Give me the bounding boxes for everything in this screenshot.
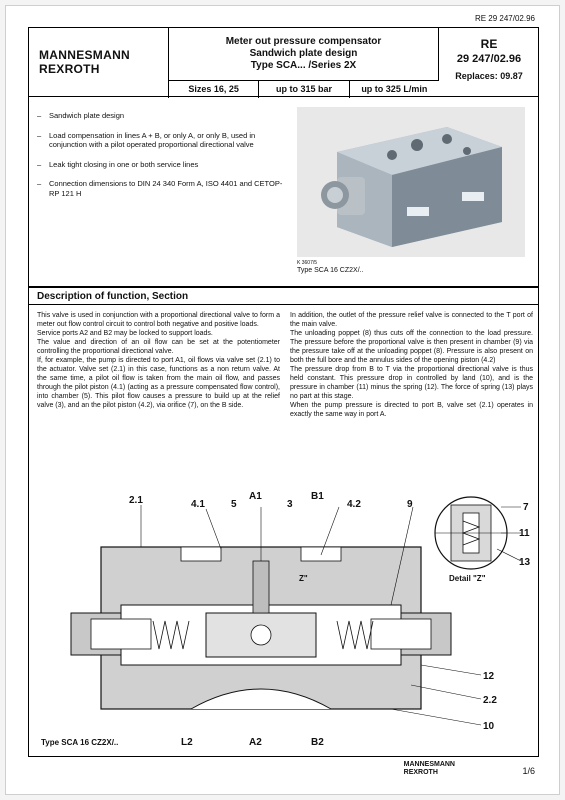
section-drawing: [31, 485, 536, 753]
label-7: 7: [523, 502, 529, 513]
document-reference: RE 29 247/02.96: [474, 14, 535, 23]
re-label: RE: [480, 37, 498, 51]
label-13: 13: [519, 557, 531, 568]
photo-caption: Type SCA 16 CZ2X/..: [297, 267, 364, 274]
page-number: 1/6: [522, 766, 535, 776]
label-a2: A2: [249, 737, 262, 748]
label-11: 11: [519, 528, 530, 539]
label-l2: L2: [181, 737, 193, 748]
detail-z: [435, 497, 531, 583]
title-line-2: Sandwich plate design: [249, 48, 358, 59]
re-number-box: [439, 28, 539, 98]
paragraph: The value and direction of an oil flow can be set at the potentiometer controlling the proportional directional valve.: [37, 339, 280, 355]
feature-item: – Sandwich plate design: [37, 111, 287, 121]
label-b1: B1: [311, 491, 324, 502]
feature-item: – Connection dimensions to DIN 24 340 Form A, ISO 4401 and CETOP-RP 121 H: [37, 179, 287, 198]
label-9: 9: [407, 499, 413, 510]
brand-line-2: REXROTH: [39, 62, 100, 76]
spec-sizes: Sizes 16, 25: [169, 81, 259, 98]
description-left-column: [37, 311, 280, 410]
feature-item: – Leak tight closing in one or both service lines: [37, 160, 287, 170]
feature-item: – Load compensation in lines A + B, or only A, or only B, used in conjunction with a pilot operated proportional directional valve: [37, 131, 287, 150]
description-right-column: [290, 311, 533, 419]
photo-id: K 3607/5: [297, 260, 318, 266]
spec-flow: up to 325 L/min: [361, 84, 428, 94]
label-a1: A1: [249, 491, 262, 502]
replaces-note: Replaces: 09.87: [455, 71, 523, 81]
description-section: [28, 305, 539, 757]
footer-brand-line-1: MANNESMANN: [403, 761, 455, 768]
paragraph: If, for example, the pump is directed to port A1, oil flows via valve set (2.1) to the actuator. Valve set (2.1) in this case, functions as a non return valve. At the same time, a pilot oil flow is taken from the main oil flow, and passes through the pilot piston (4.1) (acting as a pressure compensated flow control), into chamber (5). This pilot flow causes a pressure to build up at the relief valve (3), and an the pilot piston (4.2), via orifice (7), on the B side.: [37, 357, 280, 409]
spec-pressure: up to 315 bar: [259, 81, 349, 98]
label-z: Z": [299, 574, 308, 583]
paragraph: The unloading poppet (8) thus cuts off the connection to the load pressure. The pressure before the proportional valve is then present in chamber (9) via the pressure take off at the unloading poppet (8). Pressure is also present on both the full bore and the annulus sides of the opening piston (4.2): [290, 330, 533, 364]
label-b2: B2: [311, 737, 324, 748]
paragraph: The pressure drop from B to T via the proportional directional valve is thus held constant. This pressure drop in controlled by land (10), and is the pressure in chamber (11) minus the spring (12). The force of spring (13) plays no part at this stage.: [290, 366, 533, 400]
label-10: 10: [483, 721, 495, 732]
brand-logo: [29, 28, 169, 98]
title-line-3: Type SCA... /Series 2X: [250, 60, 357, 71]
label-4-2: 4.2: [347, 499, 361, 510]
footer-brand: [404, 761, 455, 777]
label-5: 5: [231, 499, 237, 510]
label-12: 12: [483, 671, 495, 682]
feature-list: [37, 111, 287, 208]
footer-brand-line-2: REXROTH: [403, 769, 438, 776]
paragraph: When the pump pressure is directed to port B, valve set (2.1) operates in exactly the same way in port A.: [290, 402, 533, 418]
label-3: 3: [287, 499, 293, 510]
brand-line-1: MANNESMANN: [39, 48, 130, 62]
valve-photo-illustration: [297, 107, 525, 257]
paragraph: This valve is used in conjunction with a proportional directional valve to form a meter out flow control circuit to control both negative and positive loads.: [37, 312, 280, 328]
valve-section-body: [71, 505, 481, 725]
drawing-type-label: Type SCA 16 CZ2X/..: [41, 738, 119, 747]
spec-row: [169, 80, 439, 98]
label-4-1: 4.1: [191, 499, 205, 510]
label-2-1: 2.1: [129, 495, 143, 506]
paragraph: In addition, the outlet of the pressure relief valve is connected to the T port of the main valve.: [290, 312, 533, 328]
label-2-2: 2.2: [483, 695, 497, 706]
title-line-1: Meter out pressure compensator: [225, 36, 382, 47]
detail-z-label: Detail "Z": [449, 574, 486, 583]
paragraph: Service ports A2 and B2 may be locked to support loads.: [37, 330, 213, 337]
datasheet-title: [169, 28, 439, 80]
re-number: 29 247/02.96: [456, 53, 522, 65]
datasheet-header: [28, 27, 539, 97]
product-photo: [297, 107, 525, 257]
features-panel: [28, 97, 539, 287]
section-title: Description of function, Section: [28, 287, 539, 305]
